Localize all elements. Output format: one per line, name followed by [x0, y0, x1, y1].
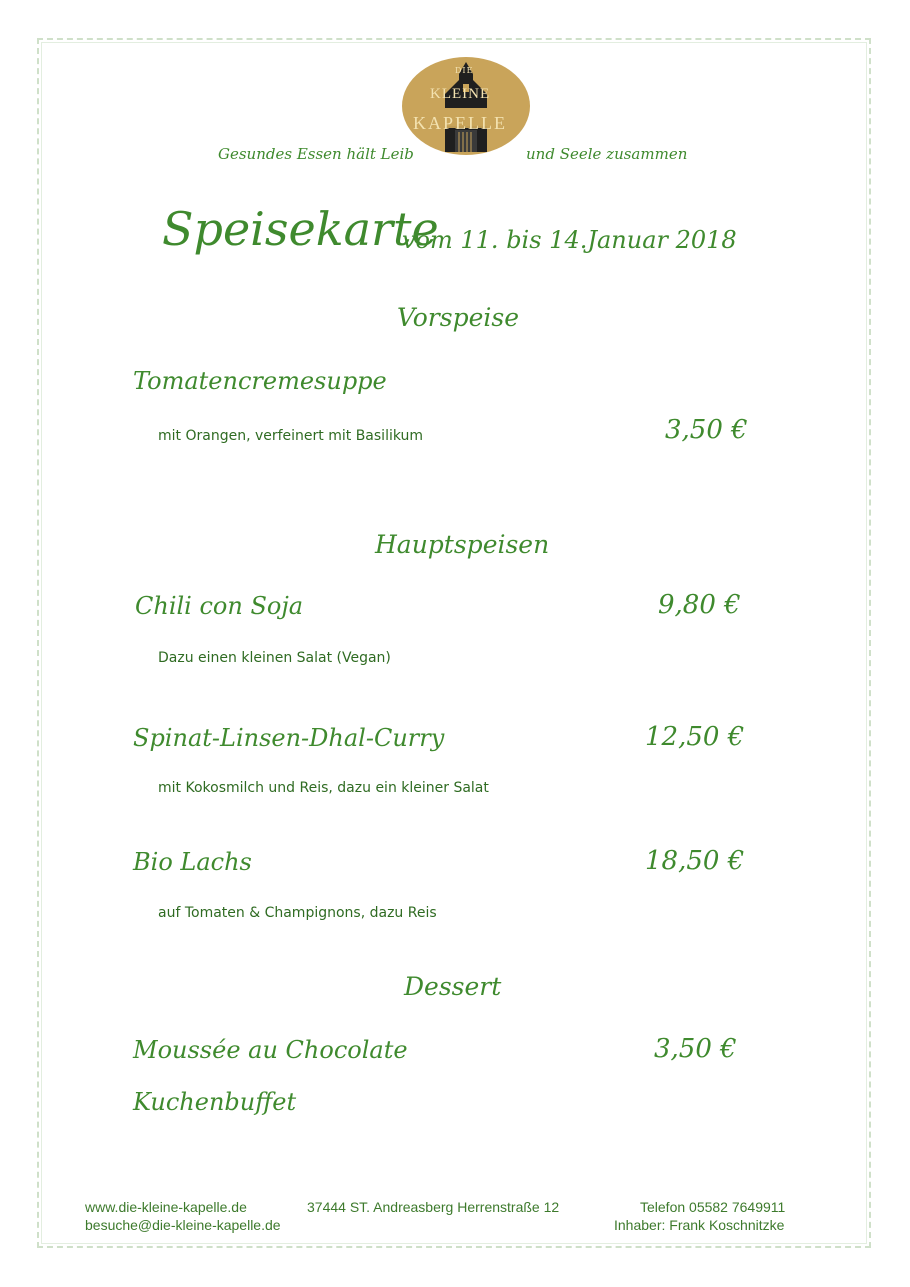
- dish-name: Moussée au Chocolate: [133, 1036, 408, 1064]
- dish-name: Spinat-Linsen-Dhal-Curry: [133, 724, 445, 752]
- dish-price: 3,50 €: [654, 1034, 737, 1064]
- dish-description: mit Orangen, verfeinert mit Basilikum: [158, 428, 424, 444]
- dish-name: Bio Lachs: [133, 848, 252, 876]
- logo-text-kapelle: KAPELLE: [413, 113, 507, 133]
- dish-description: Dazu einen kleinen Salat (Vegan): [158, 650, 391, 666]
- footer-owner: Inhaber: Frank Koschnitzke: [614, 1217, 785, 1233]
- dish-name: Chili con Soja: [135, 592, 304, 620]
- dish-price: 9,80 €: [658, 590, 741, 620]
- dish-name: Kuchenbuffet: [133, 1088, 297, 1116]
- dish-description: auf Tomaten & Champignons, dazu Reis: [158, 905, 437, 921]
- section-heading-hauptspeisen: Hauptspeisen: [375, 530, 550, 559]
- logo-text-die: DIE: [455, 66, 474, 75]
- tagline-right: und Seele zusammen: [526, 145, 688, 163]
- page-title: Speisekarte: [162, 202, 439, 256]
- page-subtitle-date: vom 11. bis 14.Januar 2018: [402, 226, 737, 254]
- footer-website: www.die-kleine-kapelle.de: [85, 1199, 247, 1215]
- dish-price: 12,50 €: [645, 722, 745, 752]
- dish-price: 18,50 €: [645, 846, 745, 876]
- dish-price: 3,50 €: [665, 415, 748, 445]
- footer-phone: Telefon 05582 7649911: [640, 1199, 786, 1215]
- section-heading-vorspeise: Vorspeise: [397, 303, 520, 332]
- footer-address: 37444 ST. Andreasberg Herrenstraße 12: [307, 1199, 560, 1215]
- logo-text-kleine: KLEINE: [430, 86, 491, 102]
- dish-description: mit Kokosmilch und Reis, dazu ein kleiner Salat: [158, 780, 489, 796]
- dish-name: Tomatencremesuppe: [133, 367, 387, 395]
- footer-email: besuche@die-kleine-kapelle.de: [85, 1217, 281, 1233]
- section-heading-dessert: Dessert: [404, 972, 502, 1001]
- tagline-left: Gesundes Essen hält Leib: [218, 145, 414, 163]
